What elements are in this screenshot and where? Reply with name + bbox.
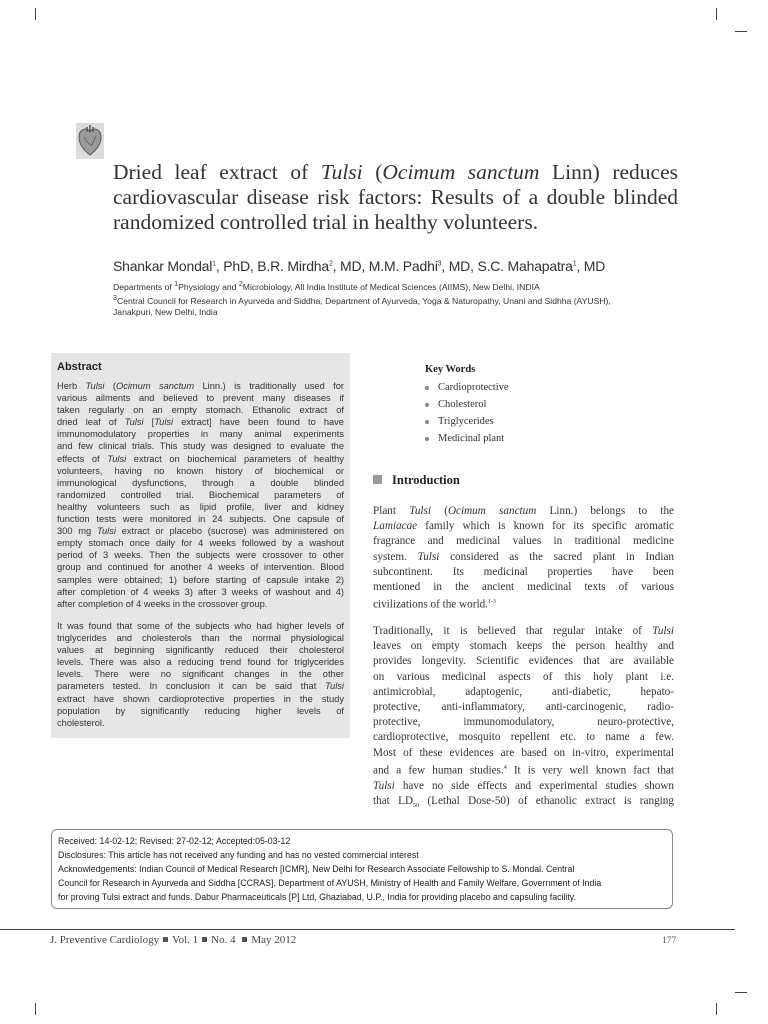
- text-line: period of 3 weeks. Then the subjects were crossover to other: [57, 550, 344, 561]
- abstract-heading: Abstract: [57, 361, 102, 373]
- text-line: group and continued for another 4 weeks of intervention. Blood: [57, 562, 344, 573]
- introduction-paragraph: [373, 624, 674, 814]
- disclosures: Disclosures: This article has not received any funding and has no vested commercial interest: [58, 850, 419, 860]
- introduction-paragraph: [373, 504, 674, 613]
- text-line: Lamiacae family which is known for its specific aromatic: [373, 520, 674, 533]
- page-number: 177: [662, 936, 677, 946]
- text-line: population by significantly reducing higher levels of: [57, 705, 344, 716]
- text-line: samples were obtained; 1) before starting of capsule intake 2): [57, 574, 344, 585]
- text-fragment: (Lethal Dose-50) of ethanolic extract is ranging: [419, 794, 674, 807]
- text-line: 300 mg Tulsi extract or placebo (sucrose) was administered on: [57, 526, 344, 537]
- keyword-item: Medicinal plant: [425, 433, 504, 444]
- affiliation-line: Departments of $^1$Physiology and $^2$Microbiology, All India Institute of Medical Sciences (AIIMS), New Delhi, INDIA: [113, 280, 540, 292]
- crop-mark: [35, 8, 36, 20]
- text-line: fragrance and medicinal values in traditional medicine: [373, 535, 674, 548]
- text-line: dried leaf of Tulsi [Tulsi extract] have been found to have: [57, 417, 344, 428]
- text-line: immunological dysfunctions, through a double blinded: [57, 477, 344, 488]
- text-line: and a few human studies.$^4$ It is very well known fact that: [373, 764, 674, 777]
- text-line: civilizations of the world.$^{1-3}$: [373, 598, 496, 611]
- crop-mark: [35, 1003, 36, 1015]
- acknowledgements: for proving Tulsi extract and funds. Dabur Pharmaceuticals [P] Ltd, Ghaziabad, U.P., India for providing placebo and capsuling facility.: [58, 892, 576, 902]
- author-list: Shankar Mondal$^1$, PhD, B.R. Mirdha$^2$, MD, M.M. Padhi$^3$, MD, S.C. Mahapatra$^1$, MD: [113, 258, 606, 274]
- reference-marker: 1-3: [487, 599, 496, 606]
- text-line: Traditionally, it is believed that regular intake of Tulsi: [373, 625, 674, 637]
- text-line: system. Tulsi considered as the sacred plant in Indian: [373, 550, 675, 563]
- text-line: cholesterol.: [57, 717, 105, 728]
- text-line: immunomodulatory properties in many animal experiments: [57, 429, 344, 440]
- keyword-item: Cardioprotective: [425, 382, 509, 393]
- crop-mark: [716, 8, 717, 20]
- text-line: and few clinical trials. This study was designed to evaluate the: [57, 441, 344, 452]
- heart-icon: [76, 123, 104, 159]
- text-line: values at beginning significantly reduced their cholesterol: [57, 645, 344, 656]
- text-line: empty stomach once daily for 4 weeks followed by a washout: [57, 538, 344, 549]
- text-line: provides longevity. Scientific evidences that are available: [373, 655, 674, 668]
- text-line: protective, immunomodulatory, neuro-protective,: [373, 716, 674, 729]
- keyword-item: Triglycerides: [425, 416, 494, 427]
- text-fragment: It is very well known fact that: [506, 764, 674, 777]
- footer-rule: [0, 929, 735, 930]
- text-line: cardioprotective, mosquito repellent etc. to name a few.: [373, 731, 674, 744]
- subscript: 50: [413, 803, 420, 810]
- text-line: effects of Tulsi extract on biochemical parameters of healthy: [57, 453, 344, 464]
- text-line: taken regularly on an empty stomach. Ethanolic extract of: [57, 405, 344, 416]
- text-line: protective, anti-inflammatory, anti-carcinogenic, radio-: [373, 701, 674, 714]
- text-line: parameters tested. In conclusion it can be said that Tulsi: [57, 681, 344, 692]
- text-line: It was found that some of the subjects who had higher levels of: [57, 621, 344, 631]
- text-line: Herb Tulsi (Ocimum sanctum Linn.) is traditionally used for: [57, 381, 344, 391]
- text-line: levels. There were no significant changes in the other: [57, 669, 344, 680]
- text-line: levels. There was also a reducing trend found for triglycerides: [57, 657, 344, 668]
- keyword-item: Cholesterol: [425, 399, 486, 410]
- crop-mark: [735, 31, 747, 32]
- text-line: Tulsi have no side effects and experimental studies shown: [373, 779, 674, 792]
- text-line: randomized controlled trial. Biochemical parameters of: [57, 489, 344, 500]
- text-line: after completion of 4 weeks in the crossover group.: [57, 598, 268, 609]
- text-line: function tests were monitored in 24 subjects. One capsule of: [57, 514, 344, 525]
- text-line: that $LD_{50}$ (Lethal Dose-50) of ethanolic extract is ranging: [373, 794, 674, 810]
- text-line: on various medicinal aspects of this holy plant i.e.: [373, 670, 674, 683]
- text-line: triglycerides and cholesterols than the normal physiological: [57, 633, 344, 644]
- crop-mark: [716, 1003, 717, 1015]
- reference-marker: 4: [503, 764, 507, 771]
- introduction-heading: Introduction: [373, 473, 460, 488]
- text-line: healthy volunteers such as lipid profile, liver and kidney: [57, 501, 344, 512]
- article-title: Dried leaf extract of Tulsi (Ocimum sanctum Linn) reduces cardiovascular disease risk factors: Results of a double blinded randomized controlled trial in healthy volunteers.: [113, 160, 678, 234]
- journal-footer: J. Preventive Cardiology Vol. 1 No. 4 May 2012: [50, 934, 297, 946]
- received-dates: Received: 14-02-12; Revised: 27-02-12; Accepted:05-03-12: [58, 836, 291, 846]
- text-line: antimicrobial, adaptogenic, anti-diabetic, hepato-: [373, 685, 674, 698]
- abstract-paragraph: [57, 380, 344, 610]
- keywords-heading: Key Words: [425, 364, 476, 375]
- crop-mark: [735, 992, 747, 993]
- text-line: extract have shown cardioprotective properties in the study: [57, 693, 344, 704]
- text-line: volunteers, having no known history of biochemical or: [57, 465, 344, 476]
- text-line: mentioned in the ancient medicinal texts of various: [373, 581, 674, 594]
- text-line: Most of these evidences are based on in-vitro, experimental: [373, 746, 674, 759]
- acknowledgements: Council for Research in Ayurveda and Siddha [CCRAS], Department of AYUSH, Ministry of Health and Family Welfare, Government of India: [58, 878, 602, 888]
- text-line: various ailments and believed to prevent many diseases if: [57, 393, 344, 404]
- abstract-paragraph: [57, 620, 344, 729]
- affiliation-line: Janakpuri, New Delhi, India: [113, 307, 218, 317]
- text-line: Plant Tulsi (Ocimum sanctum Linn.) belongs to the: [373, 505, 674, 517]
- affiliation-line: $^3$Central Council for Research in Ayurveda and Siddha, Department of Ayurveda, Yoga & Naturopathy, Unani and Sidhha (AYUSH),: [113, 294, 611, 306]
- acknowledgements: Acknowledgements: Indian Council of Medical Research [ICMR], New Delhi for Research Associate Fellowship to S. Mondal. Central: [58, 864, 575, 874]
- text-line: after completion of 4 weeks 3) after 3 weeks of washout and 4): [57, 586, 344, 597]
- text-line: subcontinent. Its medicinal properties have been: [373, 565, 674, 578]
- text-line: leaves on empty stomach keeps the person healthy and: [373, 640, 674, 653]
